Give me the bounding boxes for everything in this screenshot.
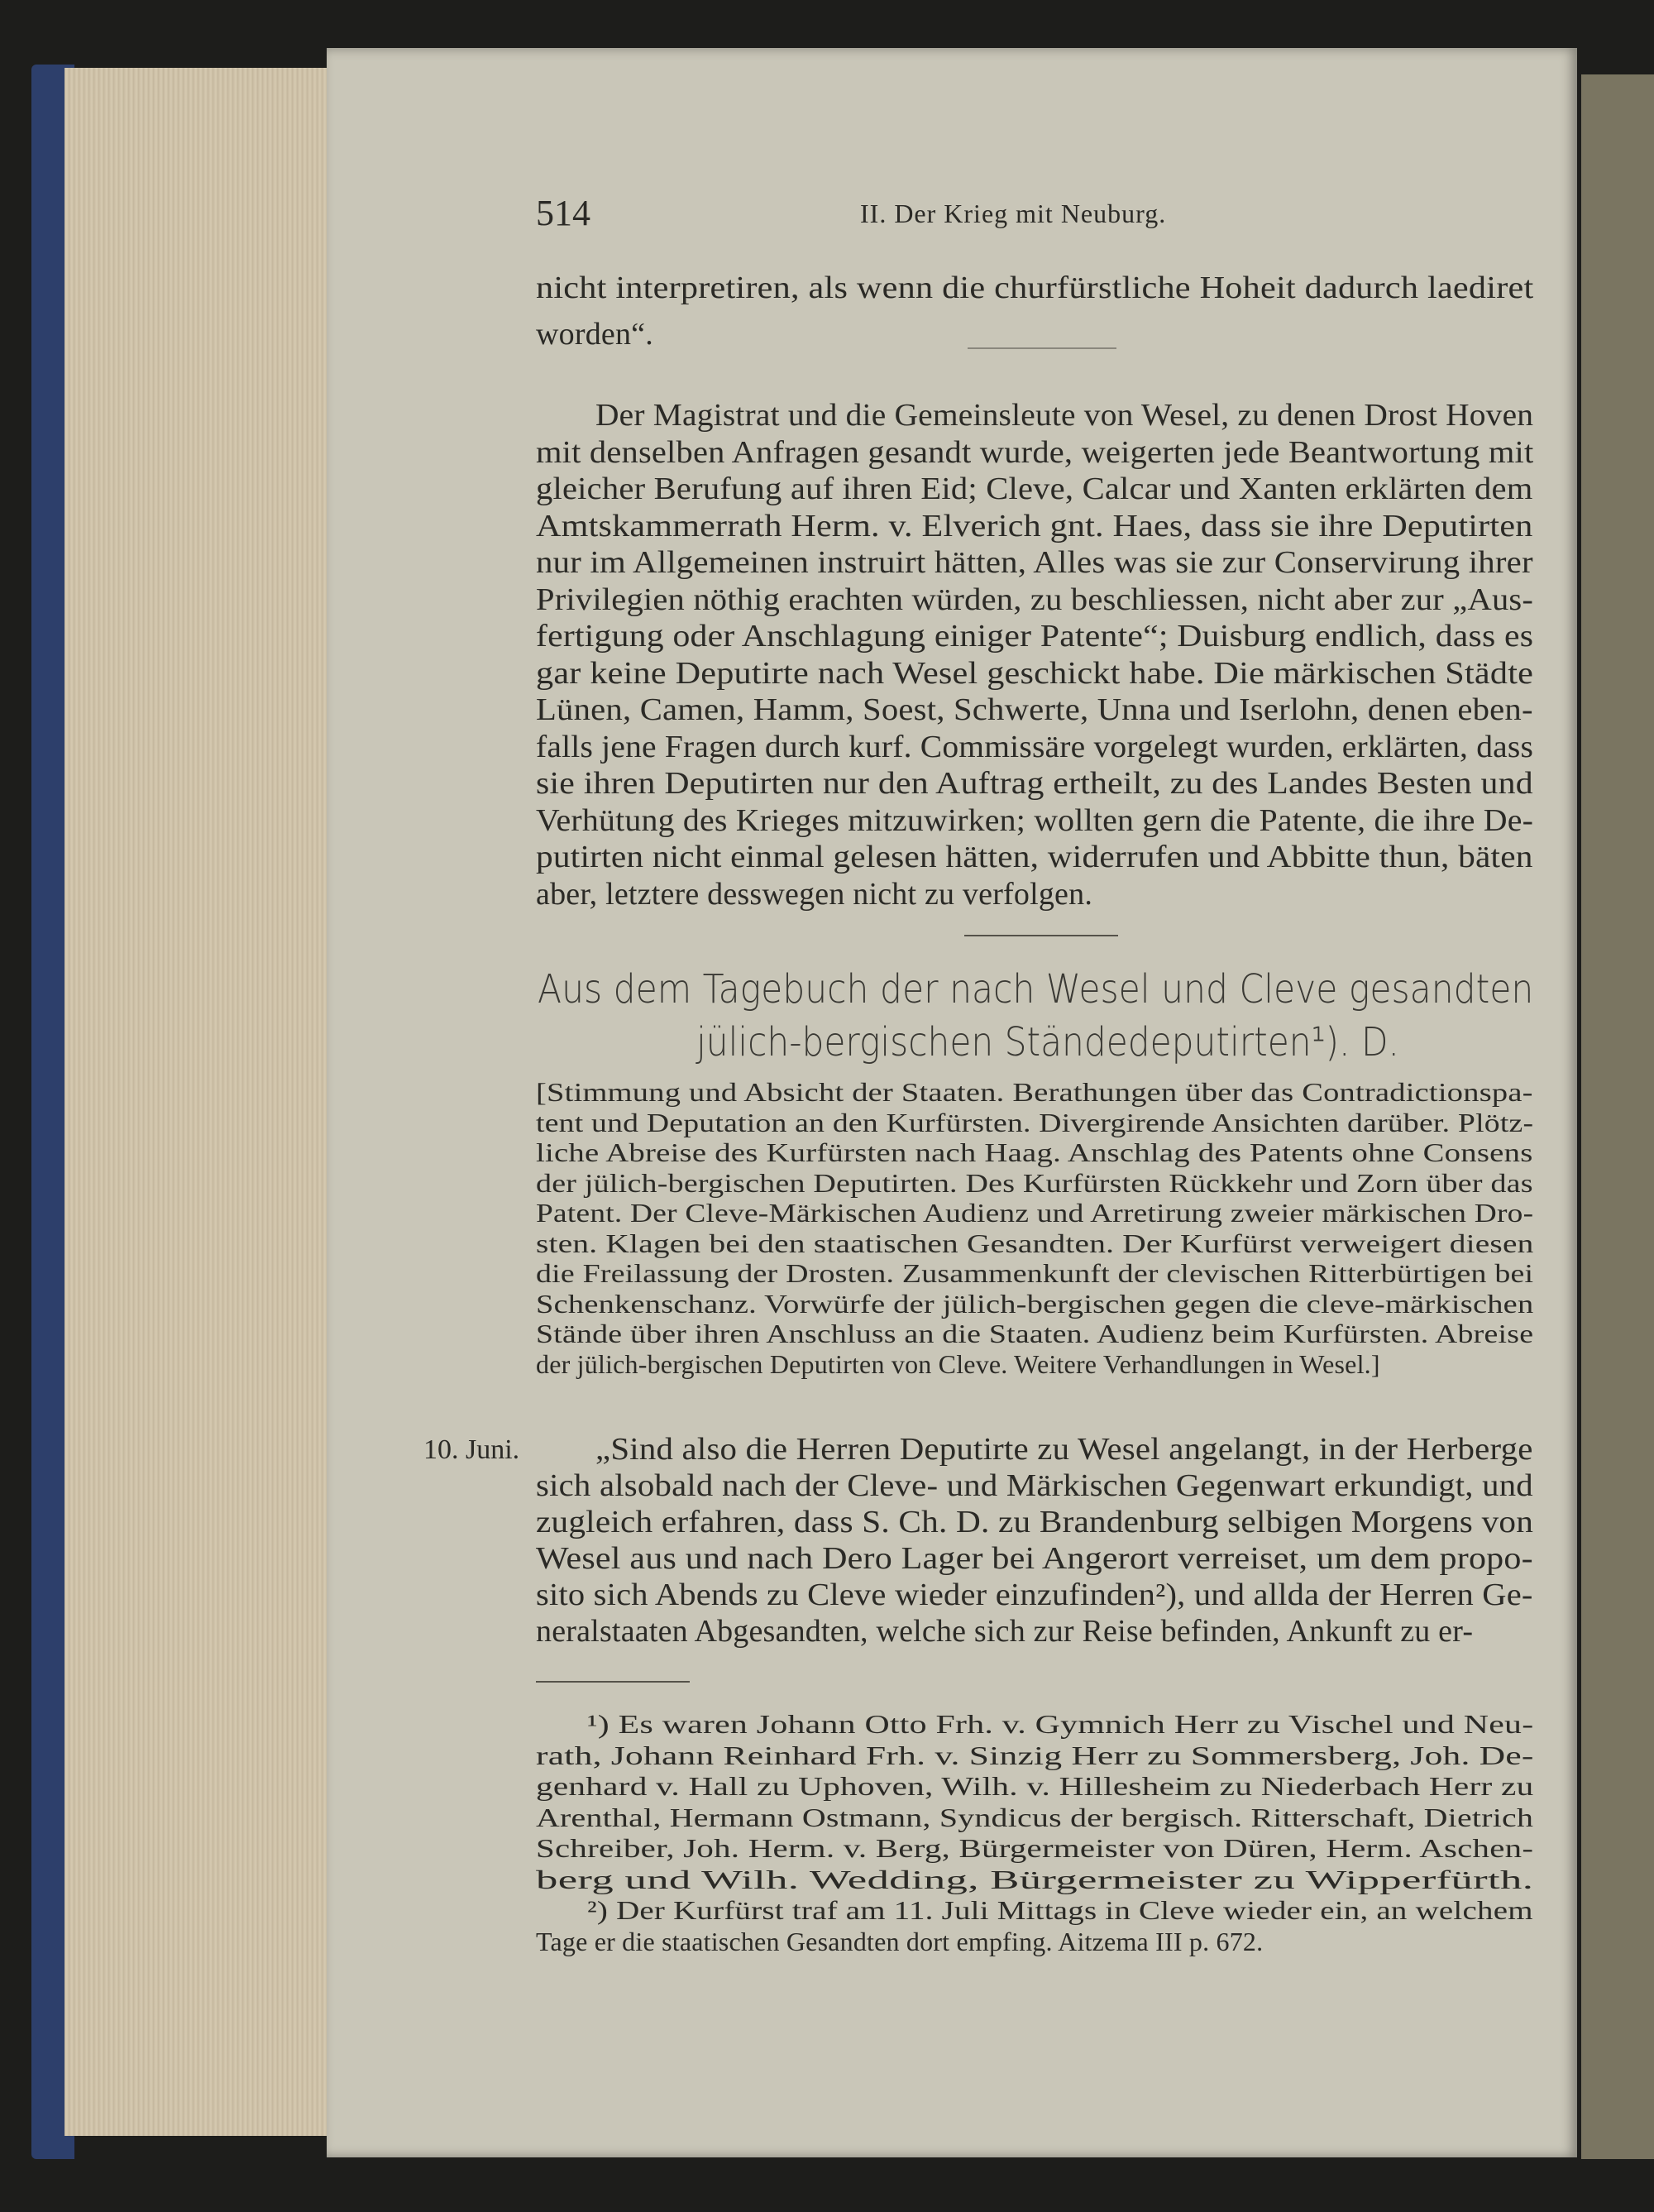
- footnote-line-5: Schreiber, Joh. Herm. v. Berg, Bürgermeister von Düren, Herm. Aschen-: [536, 1833, 1534, 1863]
- paragraph-line-7: fertigung oder Anschlagung einiger Patente“; Duisburg endlich, dass es: [536, 619, 1534, 654]
- paragraph-line-1: Der Magistrat und die Gemeinsleute von Wesel, zu denen Drost Hoven: [595, 398, 1534, 433]
- margin-date: 10. Juni.: [423, 1434, 520, 1465]
- summary-line-7: die Freilassung der Drosten. Zusammenkunft der clevischen Ritterbürtigen bei: [536, 1258, 1534, 1288]
- entry-line-6: neralstaaten Abgesandten, welche sich zur Reise befinden, Ankunft zu er-: [536, 1614, 1474, 1649]
- paragraph-line-10: falls jene Fragen durch kurf. Commissäre vorgelegt wurden, erklärten, dass: [536, 729, 1534, 764]
- paragraph-line-4: Amtskammerrath Herm. v. Elverich gnt. Haes, dass sie ihre Deputirten: [536, 508, 1533, 543]
- summary-line-8: Schenkenschanz. Vorwürfe der jülich-bergischen gegen die cleve-märkischen: [536, 1288, 1534, 1319]
- footnote-line-2: rath, Johann Reinhard Frh. v. Sinzig Herr zu Sommersberg, Joh. De-: [536, 1740, 1534, 1770]
- summary-line-10: der jülich-bergischen Deputirten von Cleve. Weitere Verhandlungen in Wesel.]: [536, 1348, 1380, 1379]
- page-block-edge: [65, 68, 346, 2136]
- footnote-line-8: Tage er die staatischen Gesandten dort empfing. Aitzema III p. 672.: [536, 1926, 1264, 1956]
- section-heading-line-1: Aus dem Tagebuch der nach Wesel und Cleve gesandten: [538, 966, 1534, 1013]
- paragraph-line-13: putirten nicht einmal gelesen hätten, widerrufen und Abbitte thun, bäten: [536, 840, 1533, 874]
- paragraph-line-11: sie ihren Deputirten nur den Auftrag ertheilt, zu des Landes Besten und: [536, 766, 1533, 801]
- entry-line-4: Wesel aus und nach Dero Lager bei Angerort verreiset, um dem propo-: [536, 1541, 1533, 1576]
- footnote-rule: [536, 1681, 690, 1683]
- paragraph-line-3: gleicher Berufung auf ihren Eid; Cleve, Calcar und Xanten erklärten dem: [536, 472, 1533, 506]
- section-heading-line-2: jülich-bergischen Ständedeputirten¹). D.: [696, 1019, 1400, 1065]
- entry-line-1: „Sind also die Herren Deputirte zu Wesel angelangt, in der Herberge: [595, 1432, 1533, 1467]
- separator-rule-top: [968, 347, 1116, 349]
- summary-line-2: tent und Deputation an den Kurfürsten. Divergirende Ansichten darüber. Plötz-: [536, 1107, 1534, 1137]
- footnote-line-7: ²) Der Kurfürst traf am 11. Juli Mittags in Cleve wieder ein, an welchem: [587, 1895, 1533, 1925]
- summary-line-1: [Stimmung und Absicht der Staaten. Berathungen über das Contradictionspa-: [536, 1077, 1533, 1107]
- running-head: II. Der Krieg mit Neuburg.: [860, 199, 1167, 228]
- next-page-edge: [1581, 74, 1654, 2159]
- paragraph-line-12: Verhütung des Krieges mitzuwirken; wollten gern die Patente, die ihre De-: [536, 802, 1534, 838]
- summary-line-4: der jülich-bergischen Deputirten. Des Kurfürsten Rückkehr und Zorn über das: [536, 1167, 1533, 1198]
- entry-line-3: zugleich erfahren, dass S. Ch. D. zu Brandenburg selbigen Morgens von: [536, 1505, 1534, 1539]
- entry-line-5: sito sich Abends zu Cleve wieder einzufinden²), und allda der Herren Ge-: [536, 1578, 1533, 1612]
- footnote-line-6: berg und Wilh. Wedding, Bürgermeister zu Wipperfürth.: [536, 1864, 1534, 1894]
- intro-line-1: nicht interpretiren, als wenn die churfürstliche Hoheit dadurch laediret: [536, 271, 1534, 305]
- paragraph-line-8: gar keine Deputirte nach Wesel geschickt habe. Die märkischen Städte: [536, 655, 1534, 691]
- summary-line-5: Patent. Der Cleve-Märkischen Audienz und Arretirung zweier märkischen Dro-: [536, 1198, 1534, 1228]
- paragraph-line-5: nur im Allgemeinen instruirt hätten, Alles was sie zur Conservirung ihrer: [536, 545, 1533, 580]
- footnote-line-3: genhard v. Hall zu Uphoven, Wilh. v. Hillesheim zu Niederbach Herr zu: [536, 1771, 1534, 1801]
- page-number: 514: [536, 193, 590, 233]
- summary-line-3: liche Abreise des Kurfürsten nach Haag. Anschlag des Patents ohne Consens: [536, 1137, 1533, 1167]
- paragraph-line-14: aber, letztere desswegen nicht zu verfolgen.: [536, 876, 1093, 912]
- entry-line-2: sich alsobald nach der Cleve- und Märkischen Gegenwart erkundigt, und: [536, 1468, 1533, 1503]
- separator-rule-section: [964, 935, 1118, 936]
- paragraph-line-9: Lünen, Camen, Hamm, Soest, Schwerte, Unna und Iserlohn, denen eben-: [536, 692, 1533, 727]
- summary-line-6: sten. Klagen bei den staatischen Gesandten. Der Kurfürst verweigert diesen: [536, 1228, 1534, 1258]
- intro-line-2: worden“.: [536, 317, 653, 352]
- paragraph-line-6: Privilegien nöthig erachten würden, zu beschliessen, nicht aber zur „Aus-: [536, 582, 1534, 617]
- paragraph-line-2: mit denselben Anfragen gesandt wurde, weigerten jede Beantwortung mit: [536, 434, 1534, 470]
- footnote-line-1: ¹) Es waren Johann Otto Frh. v. Gymnich Herr zu Vischel und Neu-: [587, 1709, 1534, 1739]
- summary-line-9: Stände über ihren Anschluss an die Staaten. Audienz beim Kurfürsten. Abreise: [536, 1319, 1534, 1348]
- footnote-line-4: Arenthal, Hermann Ostmann, Syndicus der bergisch. Ritterschaft, Dietrich: [536, 1802, 1534, 1832]
